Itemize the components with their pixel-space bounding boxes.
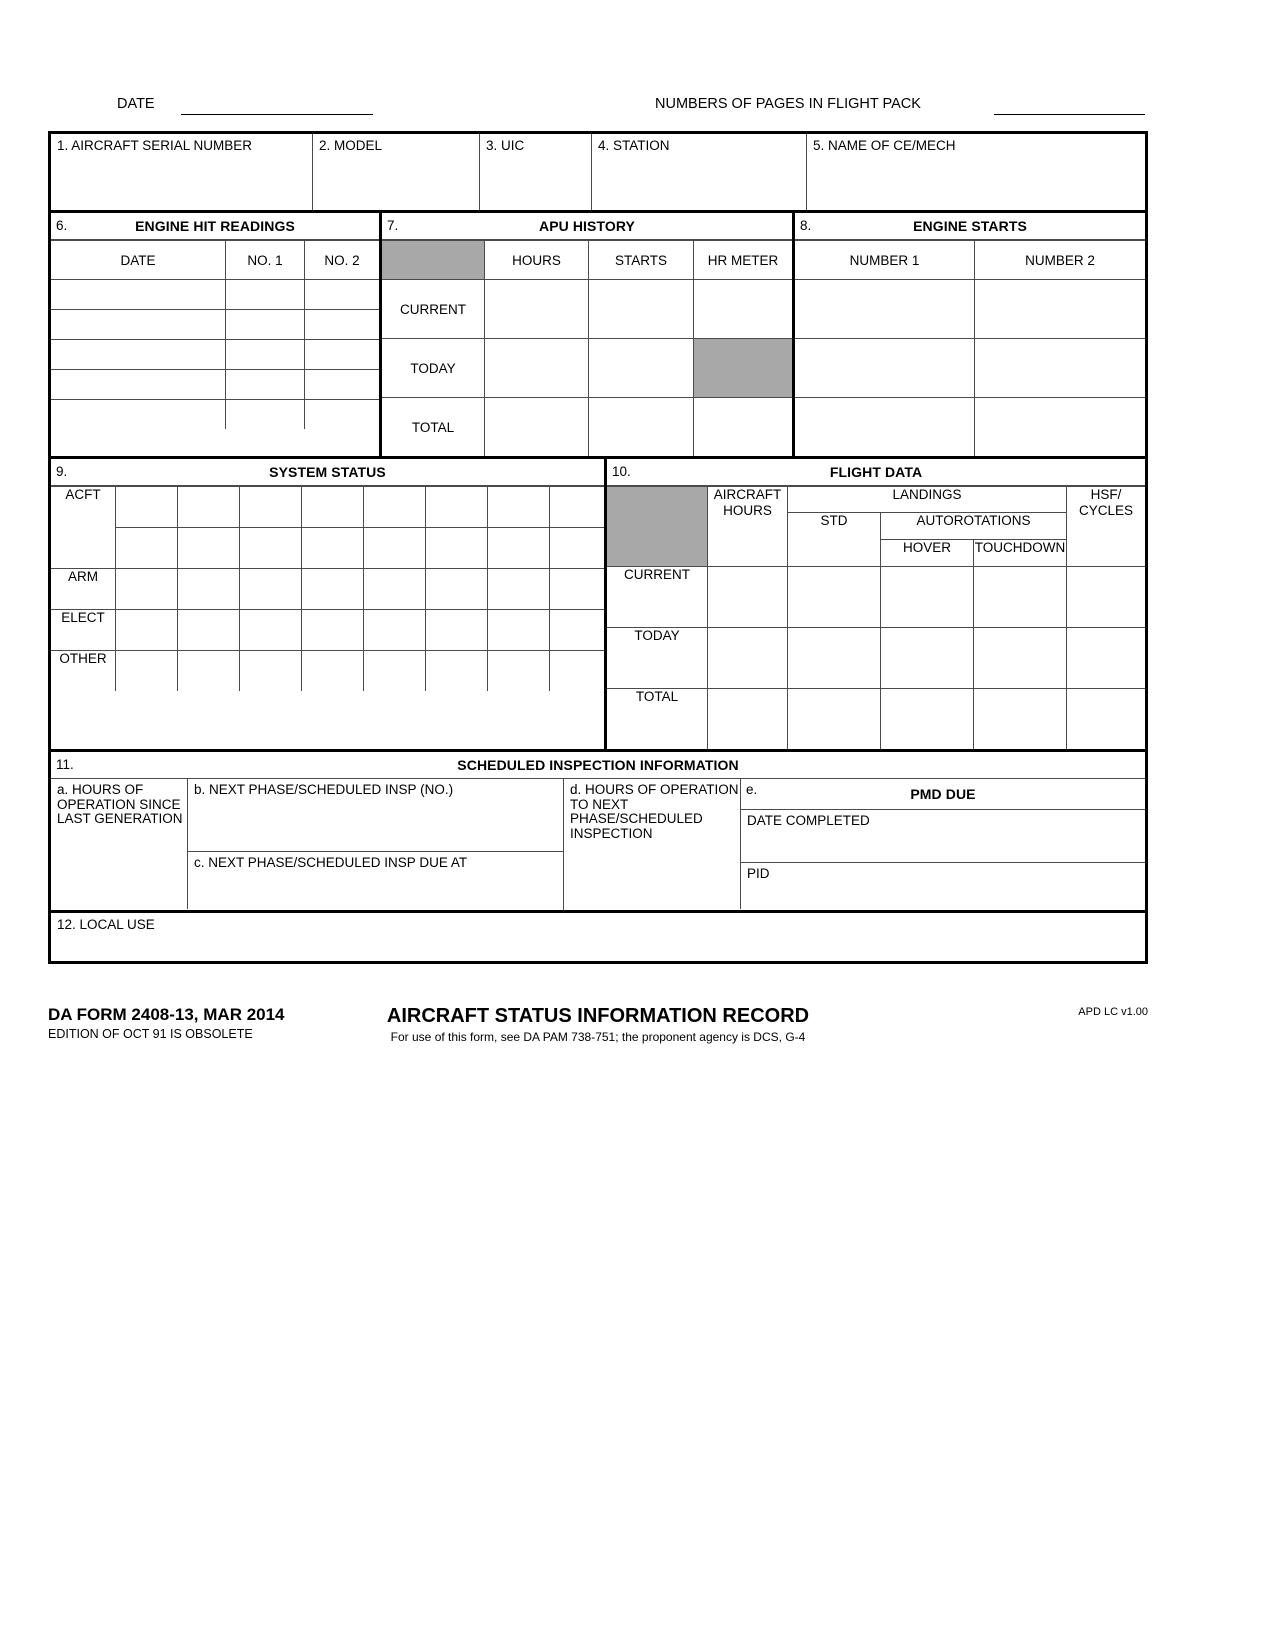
- row-label-today: TODAY: [382, 339, 485, 398]
- cell-current-hover[interactable]: [881, 567, 974, 628]
- section-number: 11.: [56, 757, 74, 772]
- table-row-arm: [51, 569, 604, 610]
- cell-acft[interactable]: [240, 487, 302, 528]
- system-status-header: [51, 459, 604, 486]
- column-header-no2: NO. 2: [305, 241, 380, 280]
- engine-starts-table: [795, 240, 1145, 456]
- pages-in-flight-pack-label: NUMBERS OF PAGES IN FLIGHT PACK: [655, 96, 921, 112]
- table-row-total: [382, 398, 792, 457]
- column-header-std: STD: [788, 513, 881, 567]
- column-header-hover: HOVER: [881, 540, 974, 567]
- cell-date[interactable]: [51, 310, 226, 340]
- footer-form-number: DA FORM 2408-13, MAR 2014: [48, 1005, 285, 1024]
- cell-acft[interactable]: [488, 487, 550, 528]
- field-uic[interactable]: [480, 134, 592, 210]
- cell-total-hsf-cycles[interactable]: [1067, 689, 1146, 750]
- cell-elect[interactable]: [364, 610, 426, 651]
- cell-arm[interactable]: [240, 569, 302, 610]
- cell-number-2[interactable]: [975, 280, 1146, 339]
- cell-number-1[interactable]: [795, 280, 975, 339]
- row-label-total: TOTAL: [607, 689, 708, 750]
- scheduled-inspection-body: [51, 779, 1145, 910]
- cell-other[interactable]: [178, 651, 240, 692]
- cell-acft[interactable]: [178, 487, 240, 528]
- cell-acft[interactable]: [302, 487, 364, 528]
- cell-no2[interactable]: [305, 340, 380, 370]
- cell-elect[interactable]: [426, 610, 488, 651]
- cell-today-aircraft-hours[interactable]: [708, 628, 788, 689]
- cell-no1[interactable]: [226, 280, 305, 310]
- cell-arm[interactable]: [178, 569, 240, 610]
- cell-no2[interactable]: [305, 400, 380, 430]
- footer-form-subtitle: For use of this form, see DA PAM 738-751; the proponent agency is DCS, G-4: [390, 1030, 806, 1044]
- cell-date[interactable]: [51, 370, 226, 400]
- cell-no2[interactable]: [305, 310, 380, 340]
- table-row: [795, 398, 1145, 457]
- cell-arm[interactable]: [488, 569, 550, 610]
- field-group-next-phase: [188, 779, 564, 910]
- cell-today-touchdown[interactable]: [974, 628, 1067, 689]
- cell-number-2[interactable]: [975, 398, 1146, 457]
- section-scheduled-inspection: [51, 752, 1145, 913]
- column-header-no1: NO. 1: [226, 241, 305, 280]
- cell-total-hours[interactable]: [485, 398, 589, 457]
- cell-no1[interactable]: [226, 310, 305, 340]
- cell-current-aircraft-hours[interactable]: [708, 567, 788, 628]
- field-label: 1. AIRCRAFT SERIAL NUMBER: [57, 138, 253, 153]
- field-next-phase-insp-due-at[interactable]: [188, 852, 563, 909]
- field-model[interactable]: [313, 134, 480, 210]
- field-label: c. NEXT PHASE/SCHEDULED INSP DUE AT: [194, 855, 468, 870]
- section-title: APU HISTORY: [538, 218, 635, 234]
- cell-elect[interactable]: [302, 610, 364, 651]
- cell-elect[interactable]: [488, 610, 550, 651]
- cell-no1[interactable]: [226, 400, 305, 430]
- table-row-other: [51, 651, 604, 692]
- cell-current-touchdown[interactable]: [974, 567, 1067, 628]
- section-number: 10.: [612, 464, 631, 479]
- cell-other[interactable]: [240, 651, 302, 692]
- table-row-today: [607, 628, 1145, 689]
- cell-arm[interactable]: [302, 569, 364, 610]
- field-label: PID: [747, 866, 770, 881]
- cell-today-hsf-cycles[interactable]: [1067, 628, 1146, 689]
- cell-today-hours[interactable]: [485, 339, 589, 398]
- field-date-completed[interactable]: [741, 810, 1145, 863]
- column-header-landings: LANDINGS: [788, 487, 1067, 513]
- cell-other[interactable]: [116, 651, 178, 692]
- cell-current-hours[interactable]: [485, 280, 589, 339]
- footer-apd-version: APD LC v1.00: [1078, 1006, 1148, 1018]
- column-header-date: DATE: [51, 241, 226, 280]
- column-header-number-2: NUMBER 2: [975, 241, 1146, 280]
- field-label: a. HOURS OF OPERATION SINCE LAST GENERATION: [57, 782, 183, 826]
- row-label-arm: ARM: [51, 569, 116, 610]
- cell-other[interactable]: [426, 651, 488, 692]
- field-pid[interactable]: [741, 863, 1145, 910]
- section-engine-hit-readings: [51, 213, 382, 456]
- column-header-hours: HOURS: [485, 241, 589, 280]
- row-label-elect: ELECT: [51, 610, 116, 651]
- table-row: [51, 310, 379, 340]
- cell-date[interactable]: [51, 340, 226, 370]
- engine-hit-readings-table: [51, 240, 379, 429]
- cell-no2[interactable]: [305, 370, 380, 400]
- cell-number-2[interactable]: [975, 339, 1146, 398]
- section-number: 8.: [800, 218, 812, 233]
- apu-history-header: [382, 213, 792, 240]
- cell-acft[interactable]: [302, 528, 364, 569]
- cell-acft[interactable]: [364, 528, 426, 569]
- footer-form-title: AIRCRAFT STATUS INFORMATION RECORD: [386, 1005, 810, 1027]
- cell-today-starts[interactable]: [589, 339, 694, 398]
- cell-arm[interactable]: [116, 569, 178, 610]
- table-header-row: [382, 241, 792, 280]
- table-header-row: [795, 241, 1145, 280]
- column-header-autorotations: AUTOROTATIONS: [881, 513, 1067, 540]
- column-header-starts: STARTS: [589, 241, 694, 280]
- cell-arm[interactable]: [364, 569, 426, 610]
- table-row: [51, 400, 379, 430]
- field-label: 2. MODEL: [319, 138, 383, 153]
- field-hours-to-next-phase[interactable]: [564, 779, 741, 909]
- cell-total-hr-meter[interactable]: [694, 398, 793, 457]
- cell-acft[interactable]: [178, 528, 240, 569]
- row-label-acft: ACFT: [51, 487, 116, 569]
- cell-other[interactable]: [302, 651, 364, 692]
- cell-acft[interactable]: [550, 487, 605, 528]
- table-header-row: [51, 241, 379, 280]
- column-header-aircraft-hours: AIRCRAFT HOURS: [708, 487, 788, 567]
- form-body: [48, 131, 1148, 964]
- corner-cell-shaded: [382, 241, 485, 280]
- cell-elect[interactable]: [178, 610, 240, 651]
- cell-number-1[interactable]: [795, 398, 975, 457]
- field-aircraft-serial-number[interactable]: [51, 134, 313, 210]
- section-number: 6.: [56, 218, 68, 233]
- engine-apu-starts-row: [51, 213, 1145, 459]
- section-title: SCHEDULED INSPECTION INFORMATION: [457, 757, 739, 773]
- cell-no1[interactable]: [226, 340, 305, 370]
- field-label: DATE COMPLETED: [747, 813, 870, 828]
- cell-no1[interactable]: [226, 370, 305, 400]
- cell-date[interactable]: [51, 280, 226, 310]
- cell-current-std[interactable]: [788, 567, 881, 628]
- row-label-current: CURRENT: [607, 567, 708, 628]
- cell-current-starts[interactable]: [589, 280, 694, 339]
- system-flight-row: [51, 459, 1145, 752]
- cell-total-std[interactable]: [788, 689, 881, 750]
- row-label-current: CURRENT: [382, 280, 485, 339]
- flight-data-table: [607, 486, 1145, 749]
- cell-date[interactable]: [51, 400, 226, 430]
- cell-other[interactable]: [488, 651, 550, 692]
- field-label: 4. STATION: [598, 138, 670, 153]
- cell-acft[interactable]: [426, 528, 488, 569]
- apu-history-table: [382, 240, 792, 456]
- field-hours-since-last-generation[interactable]: [51, 779, 188, 909]
- section-pmd-due: [741, 779, 1145, 910]
- cell-current-hsf-cycles[interactable]: [1067, 567, 1146, 628]
- system-status-table: [51, 486, 604, 691]
- table-row-acft-b: [51, 528, 604, 569]
- row-label-today: TODAY: [607, 628, 708, 689]
- footer-edition-note: EDITION OF OCT 91 IS OBSOLETE: [48, 1027, 253, 1041]
- table-row: [51, 370, 379, 400]
- table-row-total: [607, 689, 1145, 750]
- field-next-phase-insp-no[interactable]: [188, 779, 563, 852]
- table-row-today: [382, 339, 792, 398]
- section-title: ENGINE STARTS: [913, 218, 1027, 234]
- section-flight-data: [607, 459, 1145, 749]
- cell-no2[interactable]: [305, 280, 380, 310]
- cell-acft[interactable]: [116, 528, 178, 569]
- column-header-touchdown: TOUCHDOWN: [974, 540, 1067, 567]
- date-write-in-line[interactable]: [181, 114, 373, 115]
- cell-total-hover[interactable]: [881, 689, 974, 750]
- cell-other[interactable]: [364, 651, 426, 692]
- cell-today-hover[interactable]: [881, 628, 974, 689]
- section-title: FLIGHT DATA: [829, 464, 923, 480]
- cell-today-std[interactable]: [788, 628, 881, 689]
- section-number: 7.: [387, 218, 399, 233]
- cell-arm[interactable]: [550, 569, 605, 610]
- cell-total-touchdown[interactable]: [974, 689, 1067, 750]
- section-number: 9.: [56, 464, 68, 479]
- cell-other[interactable]: [550, 651, 605, 692]
- section-engine-starts: [795, 213, 1145, 456]
- field-label: 5. NAME OF CE/MECH: [813, 138, 956, 153]
- table-row-elect: [51, 610, 604, 651]
- cell-acft[interactable]: [240, 528, 302, 569]
- cell-acft[interactable]: [550, 528, 605, 569]
- table-row: [51, 340, 379, 370]
- table-row-current: [382, 280, 792, 339]
- field-label: 12. LOCAL USE: [57, 917, 155, 932]
- table-row: [795, 280, 1145, 339]
- section-system-status: [51, 459, 607, 749]
- cell-acft[interactable]: [488, 528, 550, 569]
- column-header-hr-meter: HR METER: [694, 241, 793, 280]
- pages-write-in-line[interactable]: [994, 114, 1145, 115]
- cell-acft[interactable]: [364, 487, 426, 528]
- date-label: DATE: [117, 96, 155, 112]
- row-label-total: TOTAL: [382, 398, 485, 457]
- field-name-of-ce-mech[interactable]: [807, 134, 1145, 210]
- section-number: e.: [746, 782, 758, 797]
- scheduled-inspection-header: [51, 752, 1145, 779]
- cell-today-hr-meter-shaded: [694, 339, 793, 398]
- section-title: SYSTEM STATUS: [269, 464, 386, 480]
- column-header-number-1: NUMBER 1: [795, 241, 975, 280]
- section-title: ENGINE HIT READINGS: [135, 218, 295, 234]
- table-row-current: [607, 567, 1145, 628]
- table-row-acft-a: [51, 487, 604, 528]
- cell-number-1[interactable]: [795, 339, 975, 398]
- cell-current-hr-meter[interactable]: [694, 280, 793, 339]
- identification-row: [51, 134, 1145, 213]
- field-label: 3. UIC: [486, 138, 525, 153]
- cell-elect[interactable]: [240, 610, 302, 651]
- row-label-other: OTHER: [51, 651, 116, 692]
- section-apu-history: [382, 213, 795, 456]
- cell-arm[interactable]: [426, 569, 488, 610]
- corner-cell-shaded: [607, 487, 708, 567]
- cell-elect[interactable]: [116, 610, 178, 651]
- top-header: [48, 96, 1148, 126]
- cell-acft[interactable]: [116, 487, 178, 528]
- field-label: b. NEXT PHASE/SCHEDULED INSP (NO.): [194, 782, 454, 797]
- flight-data-header: [607, 459, 1145, 486]
- cell-total-aircraft-hours[interactable]: [708, 689, 788, 750]
- table-row: [795, 339, 1145, 398]
- form-footer: [48, 1005, 1148, 1055]
- cell-elect[interactable]: [550, 610, 605, 651]
- table-row: [51, 280, 379, 310]
- header-row-1: [607, 487, 1145, 513]
- engine-starts-header: [795, 213, 1145, 240]
- column-header-hsf-cycles: HSF/ CYCLES: [1067, 487, 1146, 567]
- pmd-due-header: [741, 779, 1145, 810]
- cell-acft[interactable]: [426, 487, 488, 528]
- section-title: PMD DUE: [910, 786, 976, 802]
- field-local-use[interactable]: [51, 913, 1145, 961]
- field-label: d. HOURS OF OPERATION TO NEXT PHASE/SCHEDULED INSPECTION: [570, 782, 739, 841]
- cell-total-starts[interactable]: [589, 398, 694, 457]
- field-station[interactable]: [592, 134, 807, 210]
- engine-hit-readings-header: [51, 213, 379, 240]
